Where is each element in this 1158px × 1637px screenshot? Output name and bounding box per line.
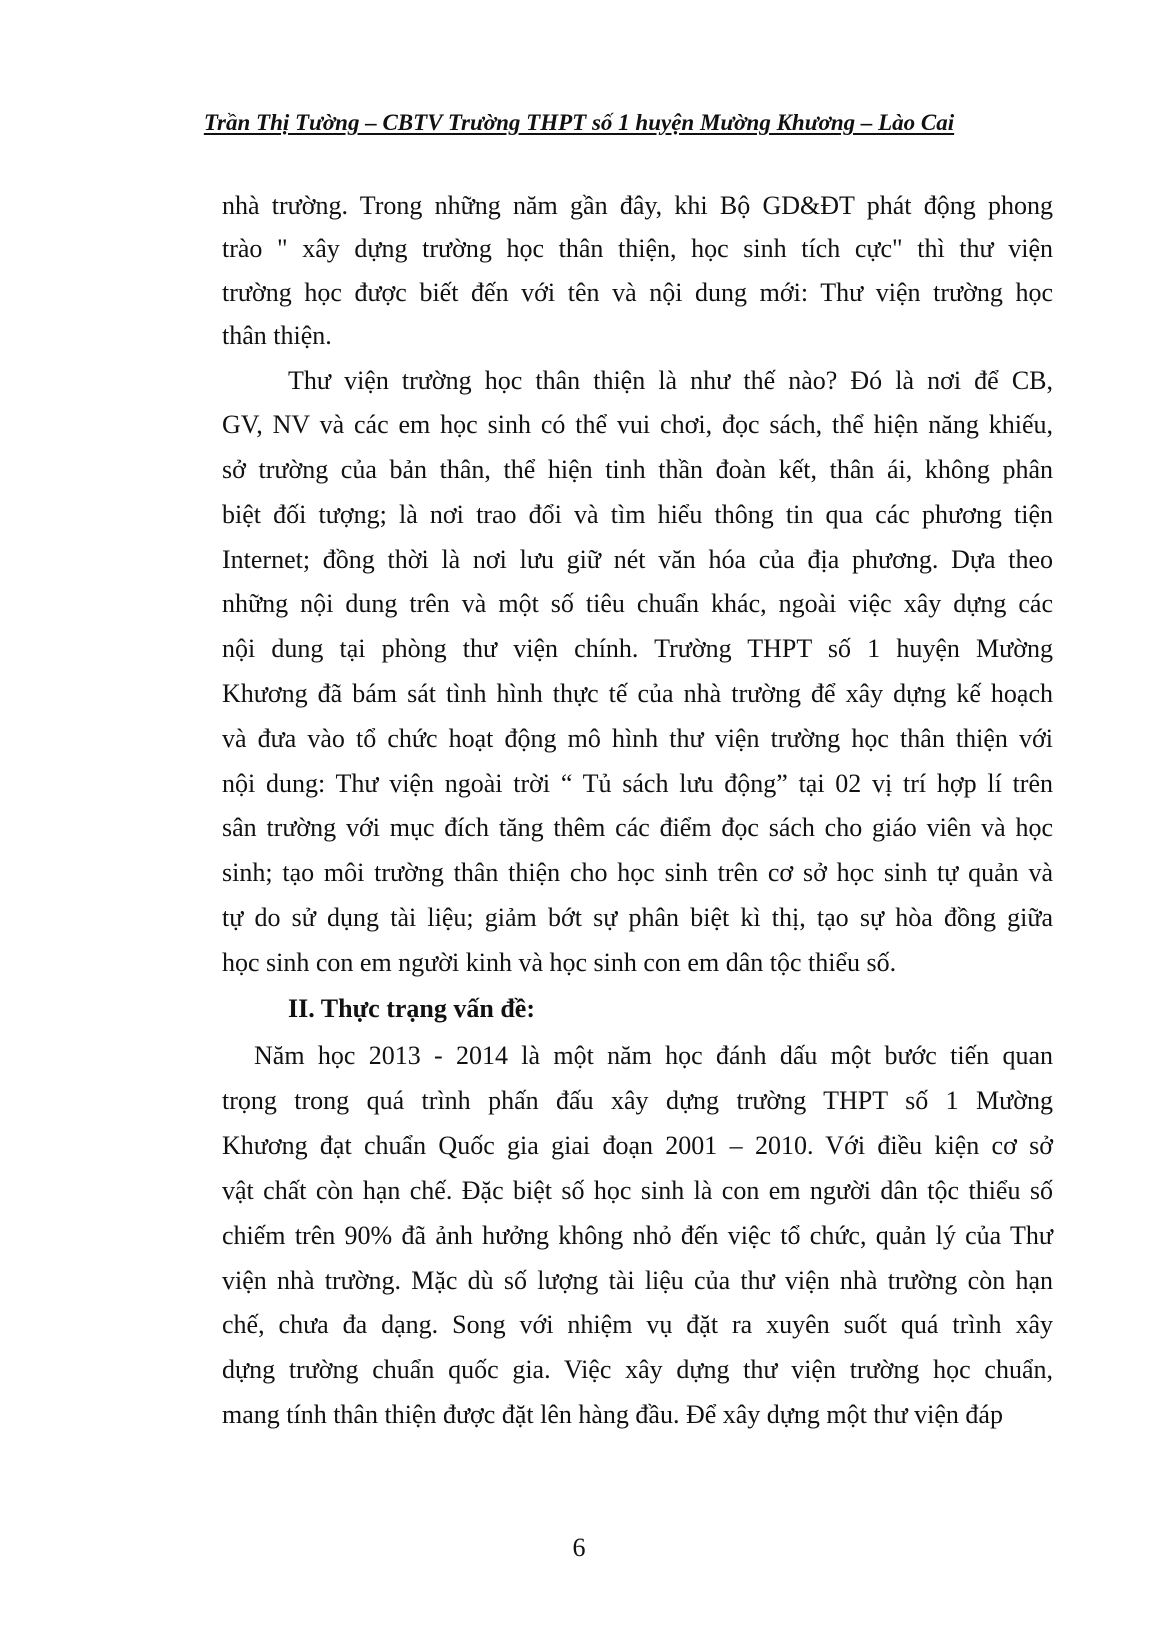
paragraph-1-line: trào " xây dựng trường học thân thiện, học sinh tích cực" thì thư viện (222, 234, 1053, 263)
paragraph-2-line: nội dung: Thư viện ngoài trời “ Tủ sách lưu động” tại 02 vị trí hợp lí trên (222, 769, 1053, 798)
paragraph-2-line: những nội dung trên và một số tiêu chuẩn khác, ngoài việc xây dựng các (222, 589, 1053, 618)
paragraph-1-line: trường học được biết đến với tên và nội dung mới: Thư viện trường học (222, 278, 1053, 307)
paragraph-3-line: mang tính thân thiện được đặt lên hàng đầu. Để xây dựng một thư viện đáp (222, 1400, 1003, 1429)
paragraph-3-line: chiếm trên 90% đã ảnh hưởng không nhỏ đến việc tổ chức, quản lý của Thư (222, 1221, 1053, 1250)
paragraph-2-line: nội dung tại phòng thư viện chính. Trường THPT số 1 huyện Mường (222, 634, 1053, 663)
paragraph-2-line: học sinh con em người kinh và học sinh con em dân tộc thiểu số. (222, 948, 897, 977)
paragraph-2-line: sở trường của bản thân, thể hiện tinh thần đoàn kết, thân ái, không phân (222, 455, 1053, 484)
paragraph-3-line: vật chất còn hạn chế. Đặc biệt số học sinh là con em người dân tộc thiểu số (222, 1176, 1053, 1205)
paragraph-3-line: trọng trong quá trình phấn đấu xây dựng trường THPT số 1 Mường (222, 1086, 1053, 1115)
paragraph-3-line: viện nhà trường. Mặc dù số lượng tài liệu của thư viện nhà trường còn hạn (222, 1266, 1053, 1295)
paragraph-3-line: chế, chưa đa dạng. Song với nhiệm vụ đặt ra xuyên suốt quá trình xây (222, 1310, 1053, 1339)
paragraph-3-line: Năm học 2013 - 2014 là một năm học đánh dấu một bước tiến quan (254, 1041, 1053, 1070)
paragraph-2-line: tự do sử dụng tài liệu; giảm bớt sự phân biệt kì thị, tạo sự hòa đồng giữa (222, 903, 1053, 932)
running-header: Trần Thị Tường – CBTV Trường THPT số 1 huyện Mường Khương – Lào Cai (203, 110, 955, 135)
paragraph-2-line: Khương đã bám sát tình hình thực tế của nhà trường để xây dựng kế hoạch (222, 679, 1053, 708)
paragraph-3-line: dựng trường chuẩn quốc gia. Việc xây dựng thư viện trường học chuẩn, (222, 1355, 1053, 1384)
paragraph-2-line: và đưa vào tổ chức hoạt động mô hình thư viện trường học thân thiện với (222, 724, 1053, 753)
paragraph-2-line: GV, NV và các em học sinh có thể vui chơi, đọc sách, thể hiện năng khiếu, (222, 410, 1053, 439)
paragraph-2-line: sân trường với mục đích tăng thêm các điểm đọc sách cho giáo viên và học (222, 813, 1053, 842)
page-number: 6 (572, 1533, 586, 1562)
paragraph-2-line: Internet; đồng thời là nơi lưu giữ nét văn hóa của địa phương. Dựa theo (222, 545, 1053, 574)
paragraph-2-line: sinh; tạo môi trường thân thiện cho học sinh trên cơ sở học sinh tự quản và (222, 858, 1053, 887)
paragraph-2-line: biệt đối tượng; là nơi trao đổi và tìm hiểu thông tin qua các phương tiện (222, 500, 1053, 529)
paragraph-2-line: Thư viện trường học thân thiện là như thế nào? Đó là nơi để CB, (288, 366, 1053, 395)
section-heading: II. Thực trạng vấn đề: (288, 994, 535, 1023)
paragraph-1-line: thân thiện. (222, 321, 332, 350)
paragraph-3-line: Khương đạt chuẩn Quốc gia giai đoạn 2001 – 2010. Với điều kiện cơ sở (222, 1131, 1053, 1160)
paragraph-1-line: nhà trường. Trong những năm gần đây, khi Bộ GD&ĐT phát động phong (222, 191, 1053, 220)
